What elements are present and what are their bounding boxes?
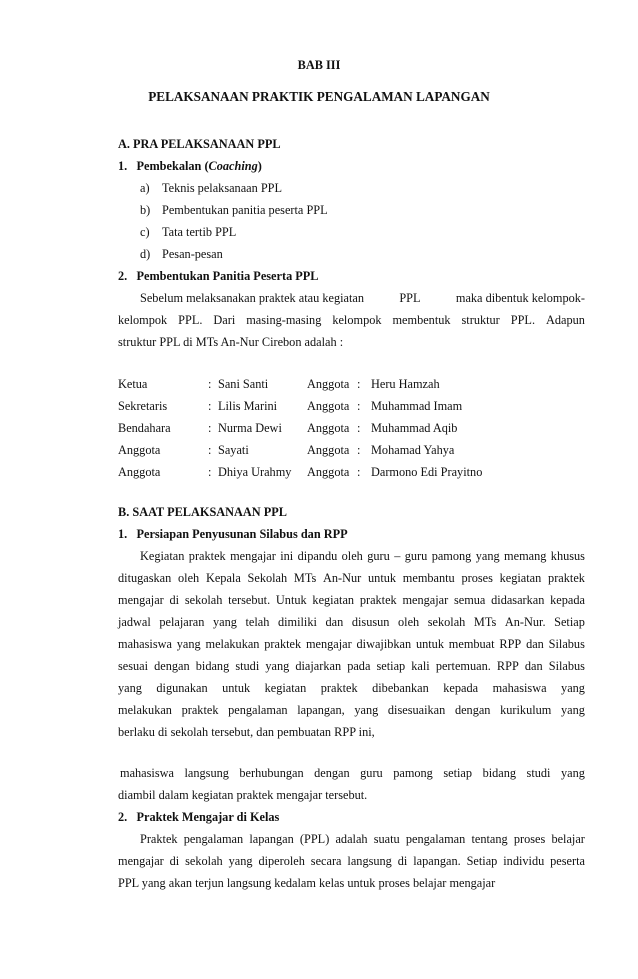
paragraph-line (118, 615, 585, 630)
word: dengan (454, 703, 491, 717)
word: tentang (471, 832, 508, 846)
word: diajarkan (295, 659, 342, 673)
word: yang (561, 703, 585, 717)
name-cell: Muhammad Imam (371, 399, 463, 413)
paragraph-line (140, 291, 585, 306)
list-marker: a) (140, 181, 150, 195)
word: lapangan. (413, 854, 461, 868)
word: tersebut. (228, 593, 271, 607)
list-text: Teknis pelaksanaan PPL (162, 181, 283, 195)
separator: : (357, 377, 361, 391)
paragraph-line (118, 703, 585, 718)
word: membantu (402, 571, 455, 585)
word: yang (228, 854, 253, 868)
word: PPL. (510, 313, 536, 327)
word: setiap (376, 659, 406, 673)
role-cell: Anggota (118, 443, 161, 457)
word: struktur (461, 313, 500, 327)
list-marker: c) (140, 225, 150, 239)
separator: : (208, 443, 212, 457)
word: PPL. (178, 313, 203, 327)
list-text: Pembentukan panitia peserta PPL (162, 203, 328, 217)
item-number: 2. (118, 810, 128, 824)
word: mahasiswa (120, 766, 174, 780)
word: – (394, 549, 401, 563)
text-run: PPL (399, 291, 421, 305)
text-run: Sebelum melaksanakan praktek atau kegiatan (140, 291, 364, 305)
separator: : (208, 399, 212, 413)
word: semua (453, 593, 486, 607)
word: pamong (393, 766, 433, 780)
word: pengalaman (405, 832, 466, 846)
list-marker: b) (140, 203, 151, 217)
word: oleh (341, 549, 363, 563)
word: digunakan (156, 681, 208, 695)
word: pamong (431, 549, 472, 563)
word: sekolah (185, 854, 223, 868)
word: kegiatan (499, 571, 542, 585)
word: membuat (448, 637, 495, 651)
name-cell: Heru Hamzah (371, 377, 440, 391)
word: di (169, 593, 180, 607)
chapter-title: PELAKSANAAN PRAKTIK PENGALAMAN LAPANGAN (148, 89, 490, 104)
word: MTs (473, 615, 497, 629)
word: kelompok (118, 313, 168, 327)
word: praktek (359, 593, 397, 607)
role-cell: Bendahara (118, 421, 171, 435)
word: secara (310, 854, 342, 868)
paragraph-line (118, 313, 585, 328)
paragraph-line (118, 854, 585, 869)
word: langsung (184, 766, 229, 780)
word: berhubungan (239, 766, 304, 780)
role-cell: Sekretaris (118, 399, 168, 413)
paragraph-line (118, 788, 585, 803)
word: mengajar (305, 637, 352, 651)
separator: : (357, 465, 361, 479)
list-marker: d) (140, 247, 151, 261)
word: Untuk (275, 593, 307, 607)
section-a-item2-title (118, 269, 319, 284)
word: dan (325, 615, 344, 629)
item-title-text: Pembentukan Panitia Peserta PPL (136, 269, 319, 283)
word: pada (347, 659, 371, 673)
word: mahasiswa (118, 637, 172, 651)
word: proses (513, 832, 546, 846)
word: Adapun (545, 313, 585, 327)
word: mengajar (402, 593, 449, 607)
word: didasarkan (491, 593, 545, 607)
paragraph-line (140, 549, 585, 564)
word: kelompok (332, 313, 382, 327)
item-number: 1. (118, 527, 128, 541)
word: kegiatan (312, 593, 355, 607)
word: belajar (551, 832, 585, 846)
separator: : (357, 443, 361, 457)
word: pertemuan. (435, 659, 491, 673)
list-item (140, 203, 328, 218)
name-cell: Mohamad Yahya (371, 443, 455, 457)
word: diperoleh (258, 854, 305, 868)
word: Silabus (548, 637, 585, 651)
word: yang (561, 681, 585, 695)
item-number: 2. (118, 269, 128, 283)
name-cell: Sayati (218, 443, 249, 457)
separator: : (208, 465, 212, 479)
word: mengajar (118, 854, 164, 868)
role-cell: Anggota (307, 443, 350, 457)
word: yang (176, 637, 201, 651)
word: langsung (347, 854, 392, 868)
word: individu (503, 854, 545, 868)
word: diwajibkan (356, 637, 412, 651)
word: praktek (181, 703, 219, 717)
role-cell: Anggota (307, 399, 350, 413)
word: pengalaman (183, 832, 244, 846)
list-item (140, 247, 223, 262)
word: bidang (195, 659, 230, 673)
word: yang (265, 659, 290, 673)
paragraph-line (120, 766, 585, 781)
word: disesuaikan (387, 703, 446, 717)
word: mahasiswa (492, 681, 547, 695)
paragraph-line (118, 876, 585, 891)
word: RPP (499, 637, 522, 651)
separator: : (208, 421, 212, 435)
word: disusun (351, 615, 390, 629)
word: yang (213, 615, 237, 629)
word: kepada (443, 681, 479, 695)
role-cell: Anggota (307, 465, 350, 479)
word: studi (526, 766, 551, 780)
name-cell: Nurma Dewi (218, 421, 282, 435)
name-cell: Muhammad Aqib (371, 421, 458, 435)
word: memang (504, 549, 547, 563)
word: praktek (548, 571, 585, 585)
word: dipandu (297, 549, 338, 563)
item-title-text-end: ) (257, 159, 262, 173)
paragraph-line (118, 659, 585, 674)
word: guru (404, 549, 428, 563)
word: An-Nur. (504, 615, 546, 629)
paragraph-line (140, 832, 585, 847)
list-item (140, 225, 236, 240)
text-run: maka dibentuk kelompok- (455, 291, 585, 305)
paragraph-line (118, 637, 585, 652)
paragraph-line (118, 725, 585, 740)
word: dan (526, 637, 544, 651)
word: melakukan (205, 637, 260, 651)
list-text: Tata tertib PPL (162, 225, 237, 239)
word: Silabus (548, 659, 585, 673)
word: melakukan (118, 703, 172, 717)
word: dengan (154, 659, 190, 673)
word: Kegiatan (140, 549, 185, 563)
word: kali (411, 659, 430, 673)
word: PPL yang akan terjun langsung kedalam kelas untuk proses belajar mengajar (118, 876, 496, 890)
section-b-heading: B. SAAT PELAKSANAAN PPL (118, 505, 287, 519)
word: ini (280, 549, 294, 563)
item-title-text: Praktek Mengajar di Kelas (136, 810, 280, 824)
word: dan (524, 659, 543, 673)
word: sekolah (184, 593, 223, 607)
name-cell: Dhiya Urahmy (218, 465, 292, 479)
item-title-emphasis: Coaching (208, 159, 258, 173)
paragraph-line (118, 571, 585, 586)
word: telah (245, 615, 270, 629)
word: yang (118, 681, 142, 695)
name-cell: Darmono Edi Prayitno (371, 465, 483, 479)
separator: : (357, 399, 361, 413)
word: yang (475, 549, 500, 563)
word: An-Nur (323, 571, 362, 585)
word: guru (360, 766, 383, 780)
word: bidang (482, 766, 517, 780)
word: suatu (373, 832, 400, 846)
word: dengan (314, 766, 350, 780)
name-cell: Sani Santi (218, 377, 269, 391)
separator: : (208, 377, 212, 391)
word: Dari (213, 313, 236, 327)
word: masing-masing (246, 313, 322, 327)
word: yang (560, 766, 585, 780)
word: MTs (293, 571, 317, 585)
word: diambil dalam kegiatan praktek mengajar tersebut. (118, 788, 368, 802)
word: lapangan (249, 832, 294, 846)
role-cell: Anggota (307, 377, 350, 391)
section-b-item2-title (118, 810, 279, 825)
word: khusus (550, 549, 585, 563)
name-cell: Lilis Marini (218, 399, 278, 413)
word: pelajaran (159, 615, 205, 629)
word: dimiliki (277, 615, 317, 629)
word: di (169, 854, 180, 868)
item-number: 1. (118, 159, 128, 173)
section-b-item1-title (118, 527, 348, 542)
word: praktek (264, 637, 302, 651)
separator: : (357, 421, 361, 435)
word: oleh (178, 571, 200, 585)
word: guru (367, 549, 390, 563)
word: pengalaman (228, 703, 288, 717)
word: praktek (320, 681, 358, 695)
list-item (140, 181, 282, 196)
word: berlaku di sekolah tersebut, dan pembuatan RPP ini, (118, 725, 375, 739)
role-cell: Anggota (307, 421, 350, 435)
word: Setiap (554, 615, 585, 629)
word: sesuai (118, 659, 149, 673)
word: untuk (222, 681, 251, 695)
word: mengajar (118, 593, 164, 607)
item-title-text: Pembekalan ( (136, 159, 209, 173)
word: dibebankan (372, 681, 429, 695)
role-cell: Anggota (118, 465, 161, 479)
paragraph-line (118, 593, 585, 608)
word: Sekolah (247, 571, 288, 585)
word: RPP (496, 659, 519, 673)
word: oleh (398, 615, 420, 629)
section-a-item1-title (118, 159, 262, 174)
word: praktek (188, 549, 226, 563)
word: yang (354, 703, 379, 717)
word: studi (235, 659, 260, 673)
section-a-heading: A. PRA PELAKSANAAN PPL (118, 137, 281, 151)
chapter-number: BAB III (297, 58, 341, 72)
paragraph-line (118, 335, 585, 350)
word: kegiatan (264, 681, 307, 695)
word: jadwal (118, 615, 151, 629)
paragraph-line (118, 681, 585, 696)
word: membentuk (392, 313, 451, 327)
text-run: struktur PPL di MTs An-Nur Cirebon adalah : (118, 335, 344, 349)
word: untuk (368, 571, 397, 585)
word: ditugaskan (118, 571, 172, 585)
word: di (397, 854, 408, 868)
word: peserta (550, 854, 585, 868)
role-cell: Ketua (118, 377, 148, 391)
list-text: Pesan-pesan (162, 247, 223, 261)
word: untuk (415, 637, 444, 651)
word: proses (461, 571, 493, 585)
word: Setiap (466, 854, 498, 868)
word: kepada (550, 593, 585, 607)
word: kurikulum (500, 703, 552, 717)
word: Praktek (140, 832, 178, 846)
word: (PPL) (299, 832, 330, 846)
word: lapangan, (297, 703, 345, 717)
word: adalah (335, 832, 368, 846)
word: setiap (443, 766, 473, 780)
word: sekolah (427, 615, 466, 629)
word: mengajar (230, 549, 276, 563)
word: Kepala (205, 571, 241, 585)
item-title-text: Persiapan Penyusunan Silabus dan RPP (136, 527, 348, 541)
